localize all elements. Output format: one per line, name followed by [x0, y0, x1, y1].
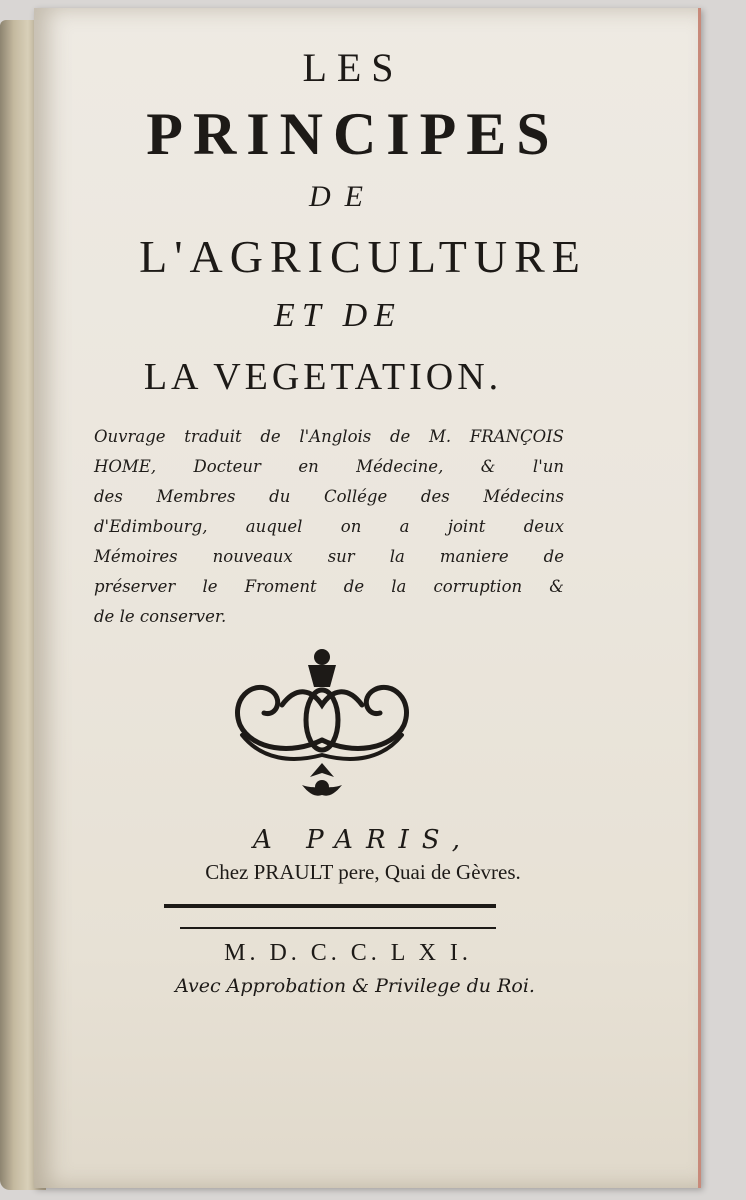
description-line: Ouvrage traduit de l'Anglois de M. FRANÇOIS [94, 427, 564, 446]
description-line: HOME, Docteur en Médecine, & l'un [94, 457, 564, 476]
imprint-privilege: Avec Approbation & Privilege du Roi. [175, 975, 535, 997]
title-line-les: LES [302, 45, 404, 90]
description-text [94, 422, 564, 632]
thick-rule [164, 904, 496, 908]
title-line-principes: PRINCIPES [146, 101, 560, 167]
title-line-et-de: ET DE [274, 297, 402, 334]
description-line: des Membres du Collége des Médecins [94, 487, 564, 506]
imprint-place: A PARIS, [253, 825, 473, 855]
floral-ornament-icon [222, 645, 422, 805]
imprint-date: M. D. C. C. L X I. [224, 940, 472, 966]
description-line: Mémoires nouveaux sur la maniere de [94, 547, 564, 566]
imprint-publisher: Chez PRAULT pere, Quai de Gèvres. [205, 860, 521, 884]
description-line: d'Edimbourg, auquel on a joint deux [94, 517, 564, 536]
title-line-agriculture: L'AGRICULTURE [139, 231, 587, 282]
description-line: préserver le Froment de la corruption & [94, 577, 564, 596]
description-line: de le conserver. [94, 607, 227, 626]
thin-rule [180, 927, 496, 929]
title-line-de: DE [309, 180, 377, 213]
title-line-vegetation: LA VEGETATION. [143, 356, 503, 398]
